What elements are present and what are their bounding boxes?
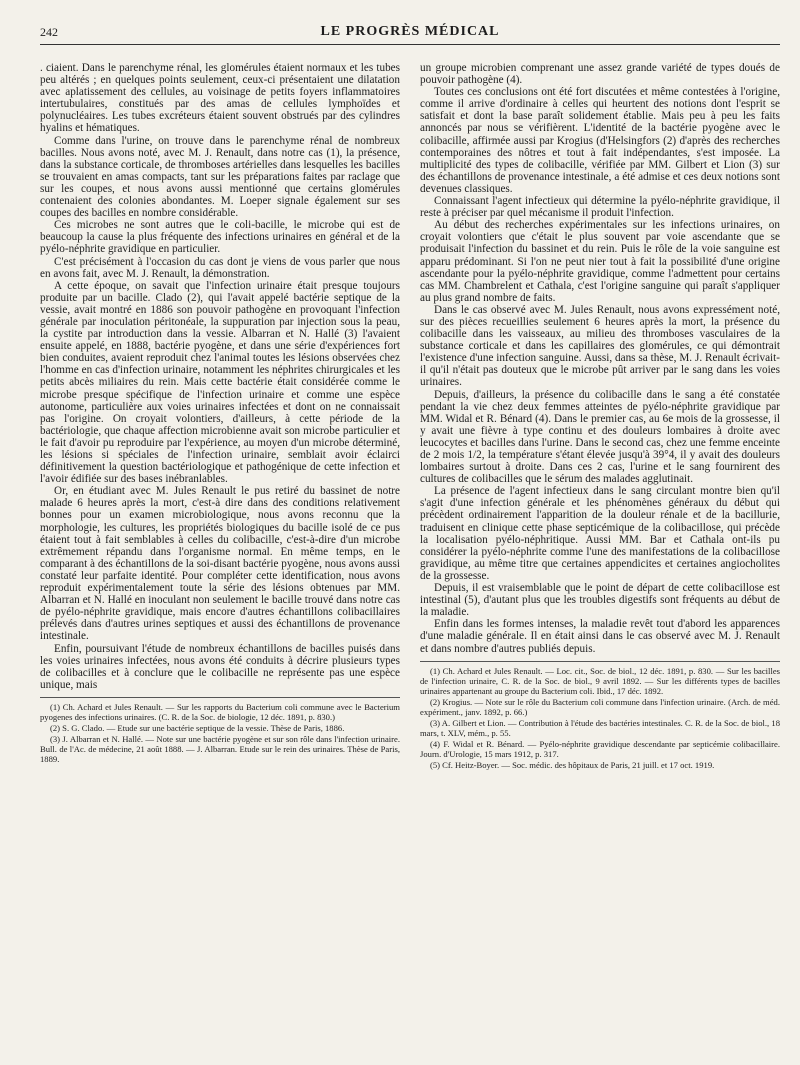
paragraph: Au début des recherches expérimentales sur les infections urinaires, on croyait volontiers que c'était le plus souvent par voie ascendante que se produisait l'infection du bassinet et du rein. Puis le rôle de la voie sanguine est apparu prédominant. Si l'on ne peut nier tout à fait la possibilité d'une origine ascendante pour la pyélo-néphrite gravidique, comme l'admettent pour certains cas MM. Chambrelent et Cathala, c'est l'origine sanguine qui paraît s'appliquer au plus grand nombre de faits. <box>420 219 780 304</box>
footnote: (4) F. Widal et R. Bénard. — Pyélo-néphrite gravidique descendante par septicémie colibacillaire. Journ. d'Urologie, 15 mars 1912, p. 317. <box>420 738 780 759</box>
paragraph: Enfin dans les formes intenses, la maladie revêt tout d'abord les apparences d'une maladie générale. Il en était ainsi dans le cas observé avec M. J. Renault et dans nombre d'autres publiés depuis. <box>420 618 780 655</box>
footnote: (1) Ch. Achard et Jules Renault. — Loc. cit., Soc. de biol., 12 déc. 1891, p. 830. — Sur les bacilles de l'infection urinaire, C. R. de la Soc. de biol., 9 avril 1892. — Sur les différents types de bacilles urinaires appartenant au groupe du Bacterium coli. Ibid., 17 déc. 1892. <box>420 665 780 696</box>
footnote: (3) A. Gilbert et Lion. — Contribution à l'étude des bactéries intestinales. C. R. de la Soc. de biol., 18 mars, t. XLV, mém., p. 55. <box>420 717 780 738</box>
journal-title: LE PROGRÈS MÉDICAL <box>320 24 500 39</box>
footnote: (2) S. G. Clado. — Etude sur une bactérie septique de la vessie. Thèse de Paris, 1886. <box>50 722 345 733</box>
footnote: (1) Ch. Achard et Jules Renault. — Sur les rapports du Bacterium coli commune avec le Bacterium pyogenes des infections urinaires. (C. R. de la Soc. de biologie, 12 déc. 1891, p. 830.) <box>40 701 400 722</box>
paragraph: . ciaient. Dans le parenchyme rénal, les glomérules étaient normaux et les tubes peu altérés ; en quelques points seulement, ceux-ci présentaient une dilatation avec aplatissement des cellules, au voisinage de petits foyers inflammatoires intertubulaires, constitués par des amas de cellules lymphoïdes et polynucléaires. Les tubes excréteurs étaient souvent obstrués par des cylindres hyalins et hématiques. <box>40 62 400 135</box>
left-column <box>40 62 400 1045</box>
paragraph: Ces microbes ne sont autres que le coli-bacille, le microbe qui est de beaucoup la cause la plus fréquente des infections urinaires en général et de la pyélo-néphrite gravidique en particulier. <box>40 219 400 256</box>
paragraph: Enfin, poursuivant l'étude de nombreux échantillons de bacilles puisés dans les voies urinaires infectées, nous avons été conduits à décrire plusieurs types de colibacilles et à conclure que le colibacille ne représente pas une espèce unique, mais <box>40 642 400 691</box>
paragraph: Dans le cas observé avec M. Jules Renault, nous avons expressément noté, sur des pièces recueillies seulement 6 heures après la mort, la présence du colibacille dans les vaisseaux, au milieu des thromboses vasculaires de la substance corticale et dans les capillaires des glomérules, ce qui démontrait l'existence d'une infection sanguine. Aussi, dans sa thèse, M. J. Renault écrivait-il qu'il n'était pas douteux que le microbe pût arriver par le sang dans les voies urinaires. <box>420 303 780 389</box>
paragraph: A cette époque, on savait que l'infection urinaire était presque toujours produite par un bacille. Clado (2), qui l'avait appelé bactérie septique de la vessie, avait montré en 1886 son pouvoir pathogène en provoquant l'infection générale par inoculation péritonéale, la suppuration par injection sous la peau, la cystite par introduction dans la vessie. Albarran et N. Hallé (3) l'avaient ensuite appelé, en 1888, bactérie pyogène, et dans une série d'expériences fort bien conduites, avaient reproduit chez l'animal toutes les lésions observées chez l'homme en cas d'infection urinaire, notamment les néphrites chirurgicales et les petits abcès miliaires du rein. Mais cette bactérie était considérée comme le microbe presque spécifique de l'infection urinaire et comme une espèce autonome, particulière aux voies urinaires infectées et dont on ne connaissait pas l'origine. On croyait volontiers, d'ailleurs, à cette période de la bactériologie, que chaque affection microbienne avait son microbe particulier et le fait d'avoir pu reproduire par l'expérience, au moyen d'un microbe déterminé, les lésions si spéciales de l'infection urinaire, semblait avoir éclairci définitivement la question bactériologique et pathogénique de cette infection et l'avoir édifiée sur des bases inébranlables. <box>40 279 400 486</box>
paragraph: Or, en étudiant avec M. Jules Renault le pus retiré du bassinet de notre malade 6 heures après la mort, c'est-à dire dans des conditions relativement bonnes pour un examen microbiologique, nous avons reconnu que la morphologie, les cultures, les propriétés biologiques du bacille isolé de ce pus étaient tout à fait semblables à celles du colibacille, c'est-à-dire d'un microbe extrêmement répandu dans l'organisme normal. En même temps, en le comparant à des échantillons de la soi-disant bactérie pyogène, nous avons aussi constaté leur parfaite identité. Pour compléter cette identification, nous avons reproduit expérimentalement toute la série des lésions obtenues par MM. Albarran et N. Hallé en inoculant non seulement le bacille trouvé dans notre cas de pyélo-néphrite gravidique, mais encore d'autres échantillons colibacillaires prélevés dans d'autres urines septiques et aussi des échantillons de provenance intestinale. <box>40 485 400 643</box>
paragraph: Connaissant l'agent infectieux qui détermine la pyélo-néphrite gravidique, il reste à préciser par quel mécanisme il produit l'infection. <box>420 195 780 220</box>
paragraph: Toutes ces conclusions ont été fort discutées et même contestées à l'origine, comme il arrive d'ordinaire à celles qui heurtent des notions dont l'esprit se satisfait et dont la base paraît solidement établie. Mais peu à peu les faits annoncés par nous se vérifièrent. L'identité de la bactérie pyogène avec le colibacille, affirmée aussi par Krogius (d'Helsingfors (2) d'après des recherches contemporaines des nôtres et tout à fait indépendantes, s'est imposée. La multiplicité des types de colibacille, vérifiée par MM. Gilbert et Lion (3) sur des échantillons de provenance intestinale, a été admise et ces deux notions sont devenues classiques. <box>420 86 780 195</box>
paragraph: Depuis, il est vraisemblable que le point de départ de cette colibacillose est intestinal (5), d'autant plus que les troubles digestifs sont fréquents au début de la maladie. <box>420 582 780 619</box>
footnotes-right <box>420 661 780 770</box>
paragraph: Comme dans l'urine, on trouve dans le parenchyme rénal de nombreux bacilles. Nous avons noté, avec M. J. Renault, dans notre cas (1), la présence, dans la substance corticale, de thromboses artérielles dans lesquelles les bacilles se trouvaient en amas compacts, tant sur les préparations faites par raclage que sur les coupes, et nous avons aussi mentionné que certains glomérules contenaient des colonies abondantes. M. Loeper signale également sur ses coupes des bacilles en nombre considérable. <box>40 134 400 220</box>
footnote: (3) J. Albarran et N. Hallé. — Note sur une bactérie pyogène et sur son rôle dans l'infection urinaire. Bull. de l'Ac. de médecine, 21 août 1888. — J. Albarran. Etude sur le rein des urinaires. Thèse de Paris, 1889. <box>40 733 400 764</box>
paragraph: Depuis, d'ailleurs, la présence du colibacille dans le sang a été constatée pendant la vie chez deux femmes atteintes de pyélo-néphrite gravidique par MM. Widal et R. Bénard (4). Dans le premier cas, au 6e mois de la grossesse, il y avait une fièvre à type continu et des douleurs lombaires à droite avec leucocytes et bacilles dans l'urine. Dans le second cas, chez une femme enceinte de 2 mois 1/2, la température s'étant élevée jusqu'à 39°4, il y avait des douleurs lombaires surtout à droite. Dans ces 2 cas, l'urine et le sang fournirent des cultures de colibacilles que le sérum des malades agglutinait. <box>420 388 780 486</box>
page-header <box>40 24 780 45</box>
footnotes-left <box>40 697 400 764</box>
footnote: (2) Krogius. — Note sur le rôle du Bacterium coli commune dans l'infection urinaire. (Arch. de méd. expériment., janv. 1892, p. 66.) <box>420 696 780 717</box>
page-number: 242 <box>40 25 58 39</box>
paragraph: La présence de l'agent infectieux dans le sang circulant montre bien qu'il s'agit d'une infection générale et les phénomènes généraux du début qui précèdent ordinairement l'apparition de la douleur rénale et de la bacillurie, traduisent en clinique cette phase septicémique de la colibacillose, qui précède la localisation pyélo-néphritique. Aussi MM. Bar et Cathala ont-ils pu considérer la pyélo-néphrite comme l'une des manifestations de la colibacillose gravidique, au même titre que certaines appendicites et certaines angiocholites de la grossesse. <box>420 485 780 582</box>
right-column <box>420 62 780 1045</box>
footnote: (5) Cf. Heitz-Boyer. — Soc. médic. des hôpitaux de Paris, 21 juill. et 17 oct. 1919. <box>430 759 715 770</box>
paragraph: un groupe microbien comprenant une assez grande variété de types doués de pouvoir pathogène (4). <box>420 62 780 87</box>
paragraph: C'est précisément à l'occasion du cas dont je viens de vous parler que nous en avons fait, avec M. J. Renault, la démonstration. <box>40 255 400 280</box>
